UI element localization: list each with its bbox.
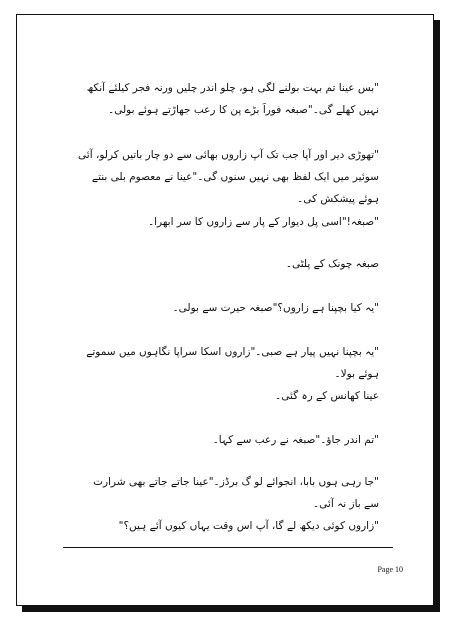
paragraph-6: "یہ بچپنا نہیں پیار ہے صبی۔"زاروں اسکا سراپا نگاہوں میں سموتے ہوئے بولا۔ [86,346,379,380]
paragraph-9: "جا رہی ہوں بابا، انجوائے لو گ برڈز۔"عینا جاتے جاتے بھی شرارت سے باز نہ آئی۔ [93,476,379,510]
paragraph-5: "یہ کیا بچپنا ہے زاروں؟"صبغہ حیرت سے بولی۔ [172,302,379,314]
paragraph-7: عینا کھانس کے رہ گئی۔ [275,390,379,402]
paragraph-8: "تم اندر جاؤ۔"صبغہ نے رعب سے کہا۔ [212,434,379,446]
paragraph-1: "بس عینا تم بہت بولنے لگی ہو، چلو اندر چلیں ورنہ فجر کیلئے آنکھ نہیں کھلے گی۔"صبغہ فوراََ بڑے پن کا رعب جھاڑتے ہوئے بولی۔ [86,82,379,116]
paragraph-4: صبغہ چونک کے پلٹی۔ [285,258,379,270]
page-number: Page 10 [377,565,403,574]
paragraph-3: "صبغہ!"اسی پل دیوار کے پار سے زاروں کا سر ابھرا۔ [147,216,379,228]
paragraph-2: "تھوڑی دیر اور آپا جب تک آپ زاروں بھائی سے دو چار باتیں کرلو، آئی سوئیر میں ایک لفظ بھی نہیں سنوں گی۔"عینا نے معصوم بلی بنتے ہوئے پیشکش کی۔ [78,149,379,205]
document-page [16,14,434,606]
footer-divider [63,547,393,548]
paragraph-10: "زاروں کوئی دیکھ لے گا، آپ اس وقت یہاں کیوں آئے ہیں؟" [118,520,379,532]
